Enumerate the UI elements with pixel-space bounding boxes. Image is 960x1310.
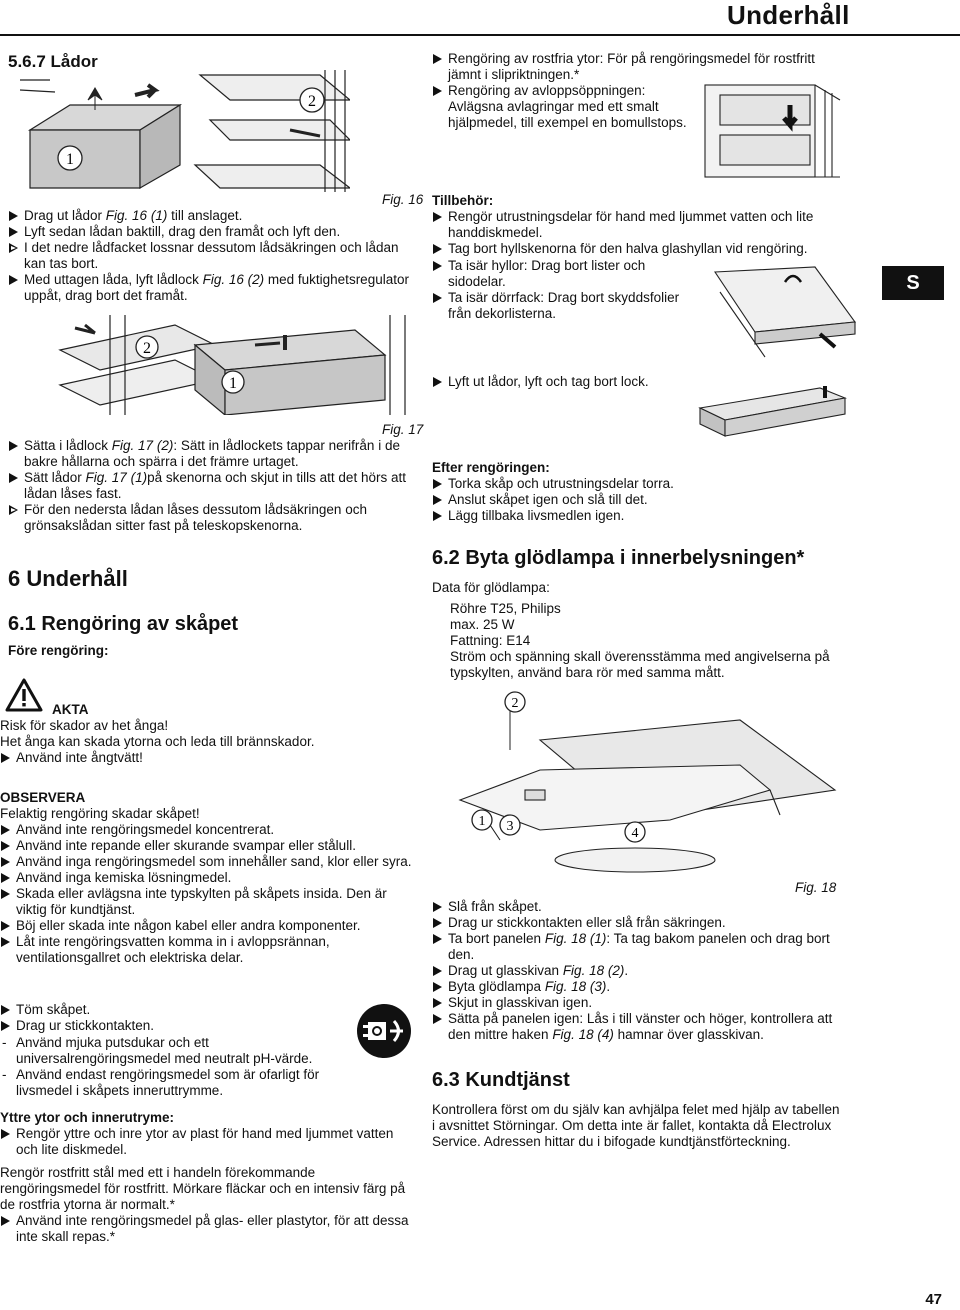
observera-bullet: Använd inte repande eller skurande svampar eller stålull. xyxy=(0,838,414,854)
prep-bullet-empty: Töm skåpet. xyxy=(0,1002,340,1018)
step-text: : Sätt in lådlockets tappar nerifrån i de bakre hållarna och spärra i det främre urtaget. xyxy=(24,438,400,469)
section-heading-6-1: 6.1 Rengöring av skåpet xyxy=(8,613,239,635)
fig17-illustration xyxy=(55,315,415,415)
fig16-steps-item xyxy=(8,208,413,224)
fig17-label: Fig. 17 xyxy=(382,422,424,437)
step-text: hamnar över glasskivan. xyxy=(613,1027,764,1042)
fig16-steps-item xyxy=(8,240,413,272)
fig18-steps-item xyxy=(432,931,847,963)
step-text: till anslaget. xyxy=(167,208,243,223)
right-top-block xyxy=(432,51,844,83)
fig18-steps xyxy=(432,899,847,1043)
step-text: Fig. 18 (2) xyxy=(562,963,625,978)
after-cleaning-block xyxy=(432,460,832,524)
accessories-bullet-4: Ta isär dörrfack: Drag bort skyddsfolier från dekorlisterna. xyxy=(432,290,702,322)
fig16-steps-item xyxy=(8,224,413,240)
steel-cleaning-bullet: Rengöring av rostfria ytor: För på rengöringsmedel för rostfritt jämnt i slipriktningen.* xyxy=(432,51,844,83)
prep-bullet-unplug: Drag ur stickkontakten. xyxy=(0,1018,340,1034)
fig17-steps-item xyxy=(8,438,413,470)
fig16-label: Fig. 16 xyxy=(382,192,424,207)
step-text: Byta glödlampa xyxy=(448,979,545,994)
fig18-callout-4: 4 xyxy=(631,826,639,841)
accessories-heading: Tillbehör: xyxy=(432,193,494,208)
bulb-spec-2: max. 25 W xyxy=(450,617,515,632)
warning-bullet: Använd inte ångtvätt! xyxy=(0,750,410,766)
language-tab: S xyxy=(882,266,944,300)
step-text: Fig. 18 (1) xyxy=(544,931,607,946)
accessories-list-b xyxy=(432,258,702,322)
outer-surfaces-heading: Yttre ytor och innerutryme: xyxy=(0,1110,175,1125)
fig18-callout-2: 2 xyxy=(511,696,519,711)
fig17-steps-item xyxy=(8,470,413,502)
after-cleaning-bullet-1: Torka skåp och utrustningsdelar torra. xyxy=(432,476,832,492)
step-text: Drag ut glasskivan xyxy=(448,963,563,978)
step-text: Fig. 17 (2) xyxy=(111,438,174,453)
step-text: med fuktighetsregulator uppåt, drag bort det framåt. xyxy=(24,272,409,303)
observera-bullet: Skada eller avlägsna inte typskylten på skåpets insida. Den är viktig för kundtjänst. xyxy=(0,886,414,918)
step-text: Sätta i lådlock xyxy=(24,438,112,453)
observera-label: OBSERVERA xyxy=(0,790,86,805)
accessories-list-a xyxy=(432,209,847,257)
fig16-illustration xyxy=(20,70,350,192)
warning-line-1: Risk för skador av het ånga! xyxy=(0,718,169,733)
fig18-callout-3: 3 xyxy=(506,819,514,834)
step-text: Sätta på panelen igen: Lås i till vänster och höger, kontrollera att den mittre haken xyxy=(448,1011,833,1042)
fig17-steps xyxy=(8,438,413,534)
fig17-steps-item xyxy=(8,502,413,534)
section-heading-6: 6 Underhåll xyxy=(8,566,128,591)
step-text: Drag ur stickkontakten eller slå från säkringen. xyxy=(448,915,726,930)
fig17-callout-1: 1 xyxy=(229,375,237,392)
step-text: För den nedersta lådan låses dessutom lådsäkringen och grönsakslådan sitter fast på teleskopskenorna. xyxy=(24,502,367,533)
after-cleaning-bullet-3: Lägg tillbaka livsmedlen igen. xyxy=(432,508,832,524)
fig18-steps-item xyxy=(432,899,847,915)
observera-bullet: Använd inte rengöringsmedel koncentrerat. xyxy=(0,822,414,838)
step-text: Lyft sedan lådan baktill, drag den framåt och lyft den. xyxy=(24,224,341,239)
fig18-label: Fig. 18 xyxy=(795,880,837,895)
step-text: Drag ut lådor xyxy=(24,208,106,223)
step-text: Fig. 18 (4) xyxy=(552,1027,614,1042)
outer-surfaces-block xyxy=(0,1110,414,1245)
step-text: I det nedre lådfacket lossnar dessutom lådsäkringen och lådan kan tas bort. xyxy=(24,240,399,271)
page-number: 47 xyxy=(925,1291,942,1308)
fig18-illustration xyxy=(440,690,850,885)
drawer-lid-illustration xyxy=(690,378,850,440)
step-text: Med uttagen låda, lyft lådlock xyxy=(24,272,203,287)
header-rule xyxy=(0,34,960,36)
step-text: Fig. 17 (1) xyxy=(85,470,148,485)
bulb-specs xyxy=(450,601,845,681)
fig18-steps-item xyxy=(432,1011,847,1043)
observera-bullet: Använd inga rengöringsmedel som innehåller sand, klor eller syra. xyxy=(0,854,414,870)
shelf-illustration xyxy=(705,262,865,362)
fig18-steps-item xyxy=(432,915,847,931)
page-header-title: Underhåll xyxy=(727,0,850,30)
dash-item-1: - Använd mjuka putsdukar och ett universalrengöringsmedel med neutralt pH-värde. xyxy=(0,1035,350,1067)
bulb-data-label: Data för glödlampa: xyxy=(432,580,550,595)
fig18-steps-item xyxy=(432,979,847,995)
step-text: . xyxy=(606,979,611,994)
bulb-spec-3: Fattning: E14 xyxy=(450,633,531,648)
drawer-lift-block xyxy=(432,374,732,390)
step-text: Slå från skåpet. xyxy=(448,899,542,914)
observera-bullet: Låt inte rengöringsvatten komma in i avloppsrännan, ventilationsgallret och elektriska delar. xyxy=(0,934,414,966)
step-text: på skenorna och skjut in tills att det hörs att lådan låses fast. xyxy=(24,470,406,501)
accessories-bullet-1: Rengör utrustningsdelar för hand med ljummet vatten och lite handdiskmedel. xyxy=(432,209,847,241)
fig18-callout-1: 1 xyxy=(478,814,486,829)
step-text: : Ta tag bakom panelen och drag bort den. xyxy=(448,931,830,962)
step-text: . xyxy=(624,963,629,978)
steel-text: Rengör rostfritt stål med ett i handeln förekommande rengöringsmedel för rostfritt. Mörkare fläckar och en intensiv färg på de rostfria ytorna är normalt.* xyxy=(0,1165,406,1212)
drain-block xyxy=(432,83,697,131)
step-text: Sätt lådor xyxy=(24,470,86,485)
warning-label: AKTA xyxy=(52,702,89,717)
after-cleaning-bullet-2: Anslut skåpet igen och slå till det. xyxy=(432,492,832,508)
fig18-steps-item xyxy=(432,963,847,979)
bulb-spec-4: Ström och spänning skall överensstämma med angivelserna på typskylten, använd bara rör med samma mått. xyxy=(450,649,830,680)
step-text: Fig. 16 (2) xyxy=(202,272,265,287)
steel-bullet: Använd inte rengöringsmedel på glas- eller plastytor, för att dessa inte skall repas.* xyxy=(0,1213,414,1245)
accessories-bullet-3: Ta isär hyllor: Drag bort lister och sidodelar. xyxy=(432,258,702,290)
fig18-steps-item xyxy=(432,995,847,1011)
warning-line-2: Het ånga kan skada ytorna och leda till brännskador. xyxy=(0,734,315,749)
observera-block xyxy=(0,790,414,966)
step-text: Fig. 18 (3) xyxy=(544,979,607,994)
dash-block xyxy=(0,1035,350,1099)
before-cleaning-heading: Före rengöring: xyxy=(8,643,109,658)
bulb-spec-1: Röhre T25, Philips xyxy=(450,601,561,616)
outer-surfaces-bullet: Rengör yttre och inre ytor av plast för hand med ljummet vatten och lite diskmedel. xyxy=(0,1126,414,1158)
drain-illustration xyxy=(700,80,845,180)
observera-text: Felaktig rengöring skadar skåpet! xyxy=(0,806,200,821)
unplug-icon xyxy=(356,1003,412,1059)
accessories-bullet-5: Lyft ut lådor, lyft och tag bort lock. xyxy=(432,374,732,390)
fig17-callout-2: 2 xyxy=(143,340,151,357)
warning-triangle-icon xyxy=(5,678,43,712)
fig16-callout-1: 1 xyxy=(66,151,74,168)
prep-block xyxy=(0,1002,340,1034)
section-heading-6-2: 6.2 Byta glödlampa i innerbelysningen* xyxy=(432,547,805,569)
section-heading-5-6-7: 5.6.7 Lådor xyxy=(8,52,98,71)
observera-bullet: Böj eller skada inte någon kabel eller andra komponenter. xyxy=(0,918,414,934)
warning-block xyxy=(0,718,410,766)
fig16-callout-2: 2 xyxy=(308,93,316,110)
section-heading-6-3: 6.3 Kundtjänst xyxy=(432,1069,570,1091)
after-cleaning-heading: Efter rengöringen: xyxy=(432,460,550,475)
customer-service-text: Kontrollera först om du själv kan avhjälpa felet med hjälp av tabellen i avsnittet Störningar. Om detta inte är fallet, kontakta då Electrolux Service. Adressen hittar du i bifogade kundtjänstförteckning. xyxy=(432,1102,840,1149)
step-text: Ta bort panelen xyxy=(448,931,545,946)
fig16-steps-item xyxy=(8,272,413,304)
dash-item-2: - Använd endast rengöringsmedel som är ofarligt för livsmedel i skåpets inneruttrymme. xyxy=(0,1067,350,1099)
observera-bullet: Använd inga kemiska lösningmedel. xyxy=(0,870,414,886)
drain-cleaning-bullet: Rengöring av avloppsöppningen: Avlägsna avlagringar med ett smalt hjälpmedel, till exempel en bomullstops. xyxy=(432,83,697,131)
step-text: Fig. 16 (1) xyxy=(105,208,168,223)
accessories-bullet-2: Tag bort hyllskenorna för den halva glashyllan vid rengöring. xyxy=(432,241,847,257)
fig16-steps xyxy=(8,208,413,304)
step-text: Skjut in glasskivan igen. xyxy=(448,995,593,1010)
